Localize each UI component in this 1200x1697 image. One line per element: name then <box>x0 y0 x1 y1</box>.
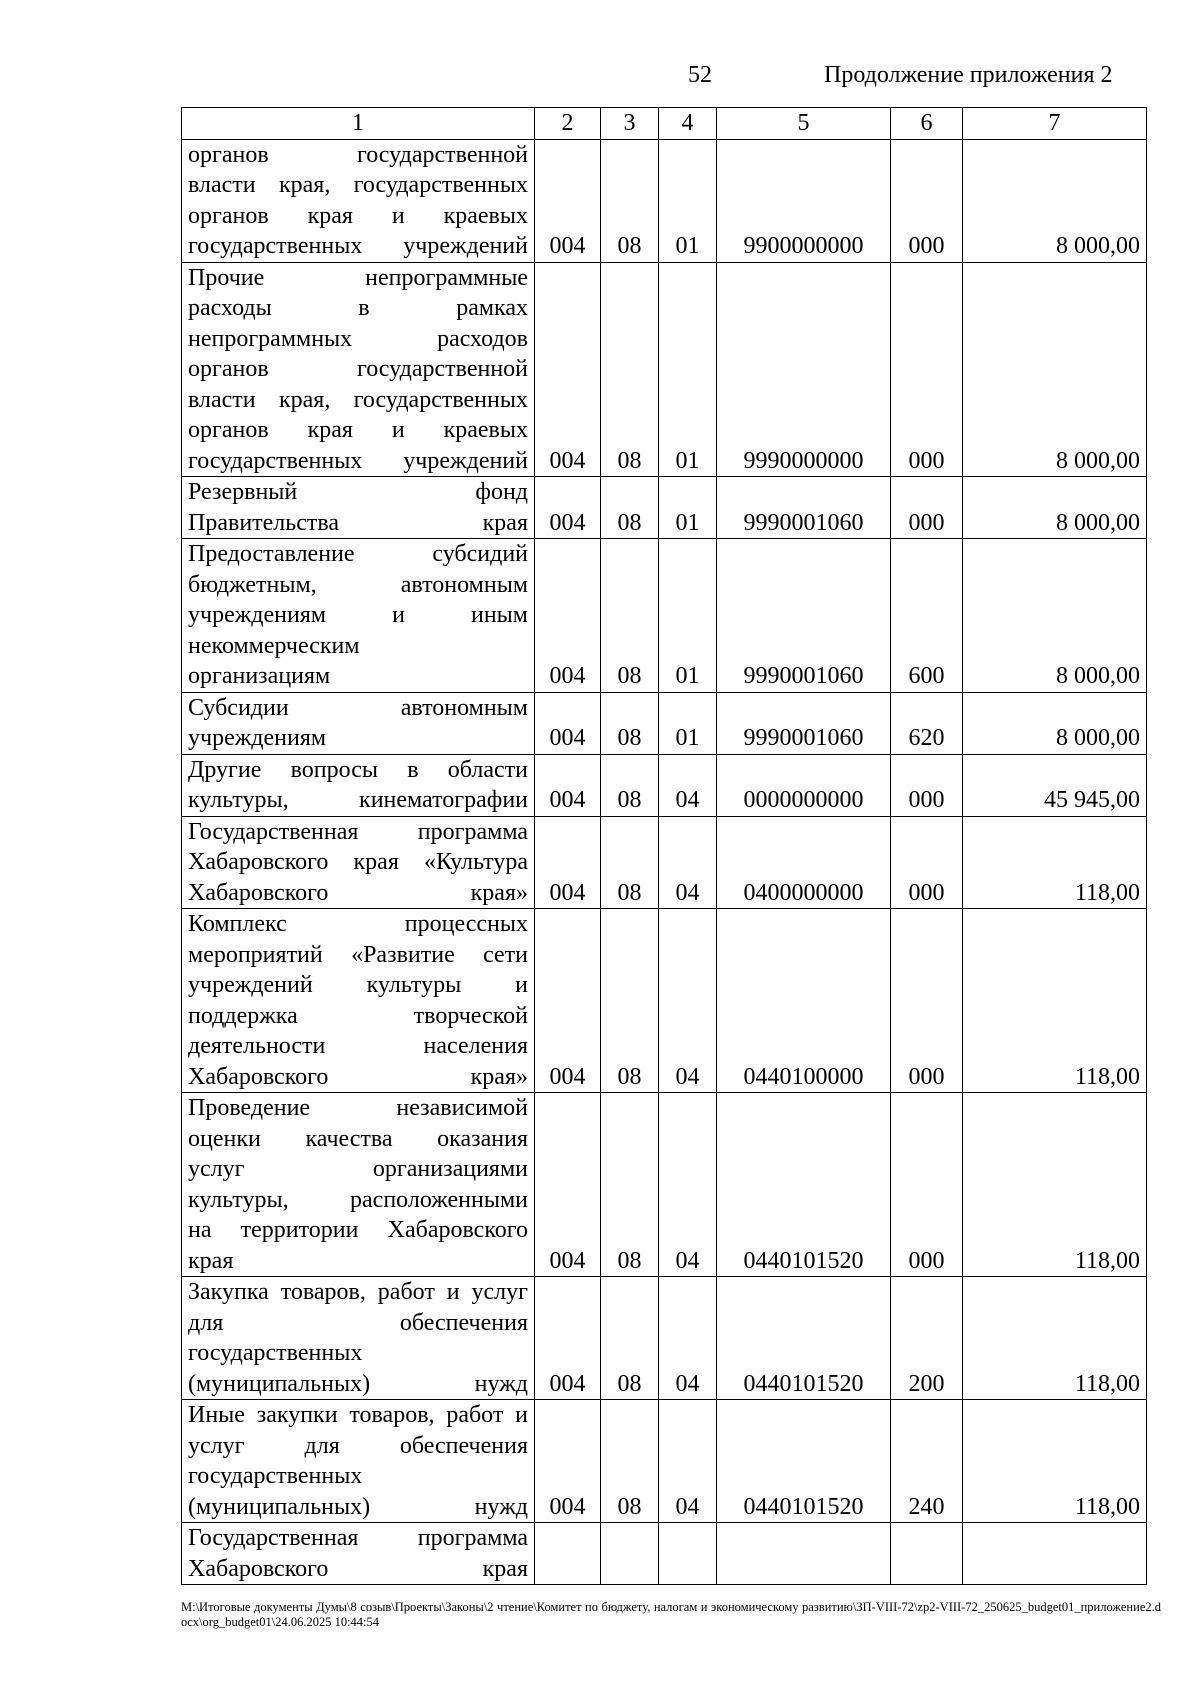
chapter-code: 01 <box>659 477 717 539</box>
section-code: 004 <box>535 262 601 477</box>
expense-type-code: 000 <box>891 1093 963 1277</box>
row-description-line: расходы в рамках <box>188 295 528 321</box>
chapter-code: 04 <box>659 754 717 816</box>
row-description-line: Прочие непрограммные <box>188 264 528 291</box>
expense-type-code: 240 <box>891 1400 963 1523</box>
amount: 8 000,00 <box>963 539 1147 693</box>
page-header <box>0 62 1200 98</box>
row-description <box>182 816 535 909</box>
section-code: 004 <box>535 539 601 693</box>
target-article-code: 0440101520 <box>717 1277 891 1400</box>
table-row <box>182 1093 1147 1277</box>
row-description-line: государственных учреждений <box>188 233 528 259</box>
expense-type-code: 000 <box>891 909 963 1093</box>
section-code: 004 <box>535 1093 601 1277</box>
row-description-line: государственных учреждений <box>188 447 528 474</box>
amount: 45 945,00 <box>963 754 1147 816</box>
column-header: 1 <box>182 108 535 140</box>
row-description-line: государственных <box>188 1463 363 1489</box>
row-description <box>182 909 535 1093</box>
expense-type-code: 620 <box>891 692 963 754</box>
subsection-code <box>601 1523 659 1585</box>
column-header: 6 <box>891 108 963 140</box>
row-description-line: Комплекс процессных <box>188 911 528 937</box>
table-row <box>182 139 1147 262</box>
subsection-code: 08 <box>601 1277 659 1400</box>
row-description-line: Государственная программа <box>188 818 528 845</box>
chapter-code: 04 <box>659 1277 717 1400</box>
row-description <box>182 754 535 816</box>
row-description-line: некоммерческим <box>188 632 360 659</box>
table-row <box>182 1400 1147 1523</box>
row-description-line: Хабаровского края» <box>188 1063 528 1090</box>
subsection-code: 08 <box>601 1400 659 1523</box>
expense-type-code: 000 <box>891 816 963 909</box>
chapter-code: 01 <box>659 692 717 754</box>
chapter-code: 04 <box>659 816 717 909</box>
budget-table <box>181 107 1147 1585</box>
row-description <box>182 477 535 539</box>
subsection-code: 08 <box>601 477 659 539</box>
row-description-line: Предоставление субсидий <box>188 541 528 567</box>
expense-type-code: 600 <box>891 539 963 693</box>
row-description <box>182 539 535 693</box>
subsection-code: 08 <box>601 909 659 1093</box>
row-description-line: деятельности населения <box>188 1033 528 1059</box>
row-description-line: учреждениям и иным <box>188 602 528 628</box>
amount: 8 000,00 <box>963 262 1147 477</box>
table-row <box>182 816 1147 909</box>
table-row <box>182 477 1147 539</box>
target-article-code: 0440100000 <box>717 909 891 1093</box>
chapter-code: 01 <box>659 262 717 477</box>
section-code: 004 <box>535 692 601 754</box>
expense-type-code: 000 <box>891 477 963 539</box>
row-description-line: Закупка товаров, работ и услуг <box>188 1279 528 1305</box>
row-description <box>182 1400 535 1523</box>
row-description-line: органов государственной <box>188 356 528 382</box>
target-article-code: 0440101520 <box>717 1400 891 1523</box>
amount: 8 000,00 <box>963 139 1147 262</box>
row-description <box>182 139 535 262</box>
row-description-line: (муниципальных) нужд <box>188 1370 528 1397</box>
page-number: 52 <box>688 62 712 88</box>
row-description <box>182 1093 535 1277</box>
column-header: 5 <box>717 108 891 140</box>
row-description-line: Государственная программа <box>188 1525 528 1551</box>
subsection-code: 08 <box>601 539 659 693</box>
subsection-code: 08 <box>601 816 659 909</box>
subsection-code: 08 <box>601 1093 659 1277</box>
row-description-line: мероприятий «Развитие сети <box>188 941 528 968</box>
table-row <box>182 539 1147 693</box>
amount: 118,00 <box>963 1400 1147 1523</box>
expense-type-code: 000 <box>891 262 963 477</box>
row-description-line: органов государственной <box>188 141 528 168</box>
row-description-line: власти края, государственных <box>188 172 528 198</box>
section-code: 004 <box>535 1277 601 1400</box>
row-description-line: государственных <box>188 1340 363 1366</box>
row-description-line: на территории Хабаровского <box>188 1217 528 1243</box>
row-description <box>182 692 535 754</box>
expense-type-code <box>891 1523 963 1585</box>
target-article-code <box>717 1523 891 1585</box>
chapter-code: 01 <box>659 539 717 693</box>
column-header: 2 <box>535 108 601 140</box>
target-article-code: 9990000000 <box>717 262 891 477</box>
row-description-line: Хабаровского края <box>188 1555 528 1582</box>
table-header-row <box>182 108 1147 140</box>
expense-type-code: 200 <box>891 1277 963 1400</box>
amount <box>963 1523 1147 1585</box>
column-header: 7 <box>963 108 1147 140</box>
continuation-label: Продолжение приложения 2 <box>824 62 1113 88</box>
row-description-line: Проведение независимой <box>188 1095 528 1121</box>
amount: 118,00 <box>963 1093 1147 1277</box>
target-article-code: 0000000000 <box>717 754 891 816</box>
amount: 118,00 <box>963 909 1147 1093</box>
amount: 8 000,00 <box>963 477 1147 539</box>
target-article-code: 9900000000 <box>717 139 891 262</box>
row-description-line: для обеспечения <box>188 1309 528 1336</box>
row-description-line: культуры, расположенными <box>188 1186 528 1213</box>
amount: 118,00 <box>963 816 1147 909</box>
section-code: 004 <box>535 1400 601 1523</box>
row-description-line: оценки качества оказания <box>188 1125 528 1152</box>
row-description-line: органов края и краевых <box>188 417 528 443</box>
amount: 8 000,00 <box>963 692 1147 754</box>
section-code: 004 <box>535 139 601 262</box>
row-description-line: Субсидии автономным <box>188 694 528 721</box>
target-article-code: 0440101520 <box>717 1093 891 1277</box>
row-description-line: Хабаровского края» <box>188 879 528 906</box>
column-header: 3 <box>601 108 659 140</box>
subsection-code: 08 <box>601 262 659 477</box>
row-description <box>182 1523 535 1585</box>
row-description <box>182 1277 535 1400</box>
amount: 118,00 <box>963 1277 1147 1400</box>
section-code <box>535 1523 601 1585</box>
subsection-code: 08 <box>601 754 659 816</box>
row-description <box>182 262 535 477</box>
table-row <box>182 1523 1147 1585</box>
row-description-line: учреждений культуры и <box>188 972 528 998</box>
chapter-code: 01 <box>659 139 717 262</box>
table-row <box>182 262 1147 477</box>
row-description-line: услуг организациями <box>188 1156 528 1182</box>
target-article-code: 0400000000 <box>717 816 891 909</box>
chapter-code: 04 <box>659 1400 717 1523</box>
chapter-code <box>659 1523 717 1585</box>
row-description-line: бюджетным, автономным <box>188 571 528 598</box>
table-row <box>182 692 1147 754</box>
row-description-line: поддержка творческой <box>188 1002 528 1029</box>
section-code: 004 <box>535 477 601 539</box>
target-article-code: 9990001060 <box>717 692 891 754</box>
row-description-line: Другие вопросы в области <box>188 756 528 783</box>
column-header: 4 <box>659 108 717 140</box>
row-description-line: (муниципальных) нужд <box>188 1493 528 1520</box>
row-description-line: власти края, государственных <box>188 386 528 413</box>
row-description-line: Резервный фонд <box>188 479 528 505</box>
expense-type-code: 000 <box>891 754 963 816</box>
row-description-line: культуры, кинематографии <box>188 787 528 813</box>
chapter-code: 04 <box>659 909 717 1093</box>
section-code: 004 <box>535 816 601 909</box>
row-description-line: Иные закупки товаров, работ и <box>188 1402 528 1428</box>
row-description-line: края <box>188 1247 234 1274</box>
row-description-line: организациям <box>188 663 331 689</box>
row-description-line: учреждениям <box>188 725 327 751</box>
expense-type-code: 000 <box>891 139 963 262</box>
table-row <box>182 909 1147 1093</box>
subsection-code: 08 <box>601 692 659 754</box>
table-row <box>182 1277 1147 1400</box>
row-description-line: органов края и краевых <box>188 202 528 229</box>
section-code: 004 <box>535 909 601 1093</box>
file-path-footer: M:\Итоговые документы Думы\8 созыв\Проекты\Законы\2 чтение\Комитет по бюджету, налогам и экономическому развитию\ЗП-VIII-72\zp2-VIII-72_250625_budget01_приложение2.docx\org_budget01\24.06.2025 10:44:54 <box>181 1600 1161 1629</box>
chapter-code: 04 <box>659 1093 717 1277</box>
row-description-line: услуг для обеспечения <box>188 1432 528 1459</box>
row-description-line: Хабаровского края «Культура <box>188 849 528 875</box>
subsection-code: 08 <box>601 139 659 262</box>
row-description-line: Правительства края <box>188 509 528 536</box>
section-code: 004 <box>535 754 601 816</box>
target-article-code: 9990001060 <box>717 539 891 693</box>
table-row <box>182 754 1147 816</box>
row-description-line: непрограммных расходов <box>188 325 528 352</box>
target-article-code: 9990001060 <box>717 477 891 539</box>
